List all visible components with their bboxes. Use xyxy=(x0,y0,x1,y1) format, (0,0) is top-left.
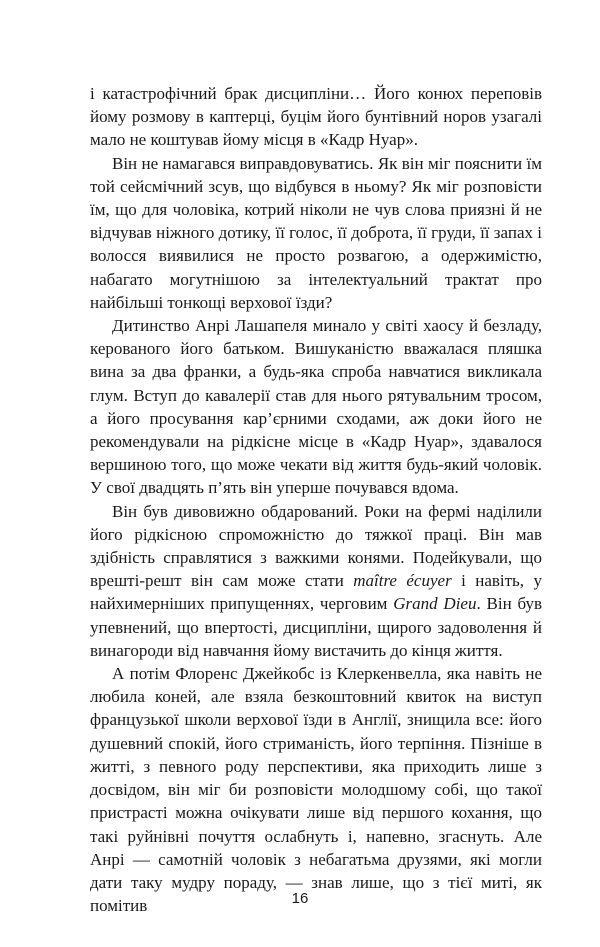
text-run: і навіть, у найхимерніших припущеннях, черговим xyxy=(90,571,542,614)
italic-text: maître écuyer xyxy=(353,571,452,591)
text-run: і катастрофічний брак дисципліни… Його конюх переповів йому розмову в каптерці, буцім його бунтівний норов узагалі мало не коштував йому місця в «Кадр Нуар». xyxy=(90,84,542,150)
page-text-block xyxy=(90,82,542,917)
paragraph xyxy=(90,500,542,662)
text-run: Дитинство Анрі Лашапеля минало у світі хаосу й безладу, керованого його батьком. Вишуканістю вважалася пляшка вина за два франки, а будь-яка спроба навчатися викликала глум. Вступ до кавалерії став для нього рятувальним тросом, а його просування кар’єрними сходами, аж доки його не рекомендували на рідкісне місце в «Кадр Нуар», здавалося вершиною того, що може чекати від життя будь-який чоловік. У свої двадцять п’ять він уперше почувався вдома. xyxy=(90,316,542,498)
paragraph xyxy=(90,662,542,917)
text-run: А потім Флоренс Джейкобс із Клеркенвелла, яка навіть не любила коней, але взяла безкоштовний квиток на виступ французької школи верхової їзди в Англії, знищила все: його душевний спокій, його стриманість, його терпіння. Пізніше в житті, з певного роду перспективи, яка приходить лише з досвідом, він міг би розповісти молодшому собі, що такої пристрасті можна очікувати лише від першого кохання, що такі руйнівні почуття ослабнуть і, напевно, згаснуть. Але Анрі — самотній чоловік з небагатьма друзями, які могли дати таку мудру пораду, — знав лише, що з тієї миті, як помітив xyxy=(90,664,542,916)
italic-text: Grand Dieu xyxy=(393,594,477,614)
paragraph xyxy=(90,314,542,500)
text-run: Він не намагався виправдовуватись. Як він міг пояснити їм той сейсмічний зсув, що відбувся в ньому? Як міг розповісти їм, що для чоловіка, котрий ніколи не чув слова приязні й не відчував ніжного дотику, її голос, її доброта, її груди, її запах і волосся виявилися не просто розвагою, а одержимістю, набагато могутнішою за інтелектуальний трактат про найбільші тонкощі верхової їзди? xyxy=(90,153,542,312)
text-run: . Він був упевнений, що впертості, дисципліни, щирого задоволення й винагороди від навчання йому вистачить до кінця життя. xyxy=(90,594,542,660)
paragraph xyxy=(90,82,542,152)
text-run: Він був дивовижно обдарований. Роки на фермі наділили його рідкісною спроможністю до тяжкої праці. Він мав здібність справлятися з важкими конями. Подейкували, що врешті-решт він сам може стати xyxy=(90,501,542,591)
page-number: 16 xyxy=(291,890,309,907)
paragraph xyxy=(90,152,542,314)
